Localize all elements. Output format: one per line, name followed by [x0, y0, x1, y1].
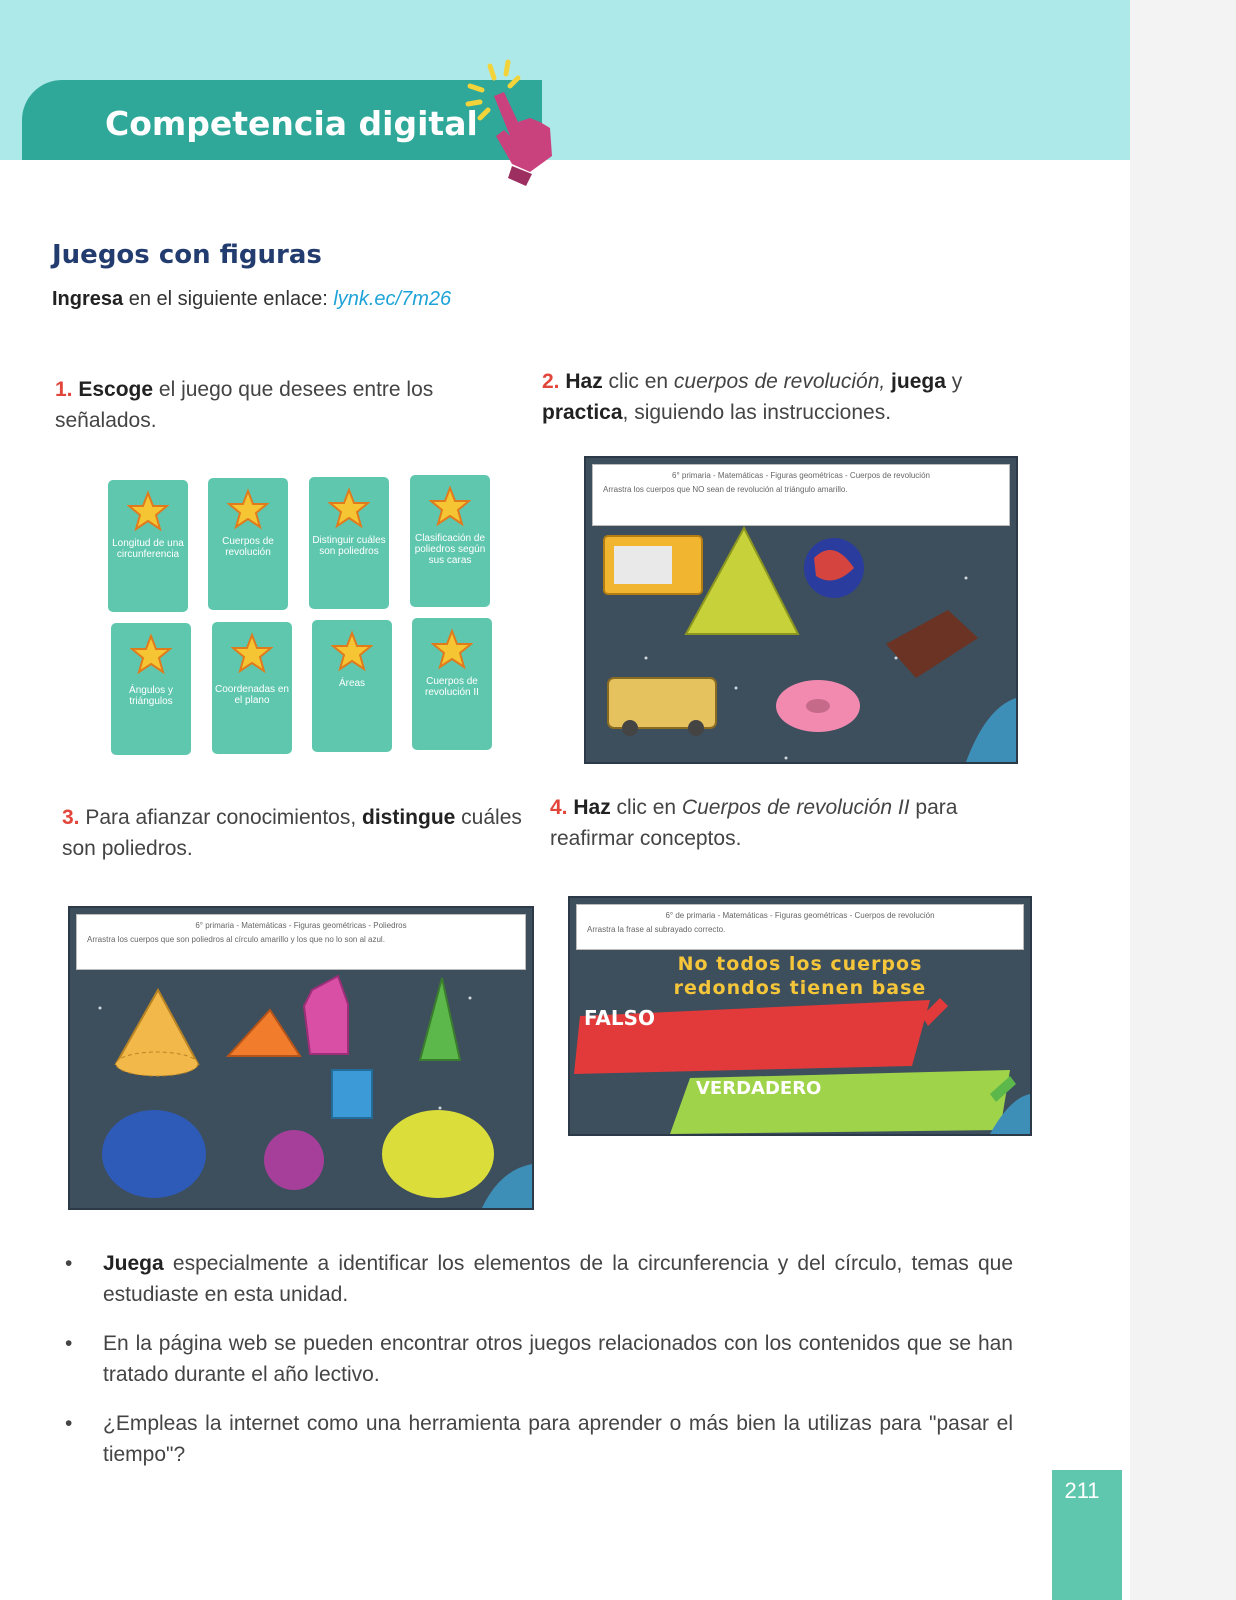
game-card-label: Longitud de una circunferencia	[112, 538, 184, 560]
step-text-2: cuáles son poliedros.	[62, 806, 522, 860]
pointing-hand-icon	[460, 56, 570, 186]
step-1	[55, 374, 455, 436]
game-header	[592, 464, 1010, 526]
game-card[interactable]	[111, 623, 191, 755]
step-bold-3: practica	[542, 401, 623, 424]
bullet-dot: •	[65, 1332, 73, 1355]
game-statement	[570, 952, 1030, 1000]
intro-bold: Ingresa	[52, 288, 124, 310]
bullet-bold: Juega	[103, 1252, 164, 1275]
step-text-2: y	[945, 370, 963, 393]
step-number: 1.	[55, 378, 73, 401]
statement-line-2: redondos tienen base	[673, 977, 927, 999]
star-icon	[331, 630, 373, 672]
screenshot-polyhedra-game	[68, 906, 534, 1210]
cylinder-shape[interactable]	[332, 1070, 372, 1118]
step-bold: Escoge	[78, 378, 154, 401]
step-text-3: , siguiendo las instrucciones.	[622, 401, 892, 424]
star-icon	[231, 632, 273, 674]
step-text: Para afianzar conocimientos,	[85, 806, 362, 829]
header-title: Competencia digital	[105, 104, 478, 143]
intro-line	[52, 288, 451, 311]
game-card-label: Clasificación de poliedros según sus caras	[414, 533, 486, 566]
true-label[interactable]: VERDADERO	[696, 1078, 822, 1099]
step-text: clic en	[610, 796, 682, 819]
star-icon	[227, 488, 269, 530]
game-header	[76, 914, 526, 970]
game-card-grid	[100, 470, 500, 760]
yellow-circle-target[interactable]	[382, 1110, 494, 1198]
bullet-text	[103, 1248, 1013, 1310]
statement-line-1: No todos los cuerpos	[677, 953, 923, 975]
game-card-label: Cuerpos de revolución II	[425, 676, 479, 698]
step-text: clic en	[602, 370, 674, 393]
game-link[interactable]: lynk.ec/7m26	[333, 288, 452, 310]
intro-text: en el siguiente enlace:	[123, 288, 334, 310]
game-card[interactable]	[312, 620, 392, 752]
bullet-text: ¿Empleas la internet como una herramienta para aprender o más bien la utilizas para "pasar el tiempo"?	[103, 1412, 1013, 1466]
game-card[interactable]	[208, 478, 288, 610]
game-card-label: Coordenadas en el plano	[215, 684, 289, 706]
step-bold: Haz	[565, 370, 603, 393]
game-card[interactable]	[410, 475, 490, 607]
bullet-body: especialmente a identificar los elementos de la circunferencia y del círculo, temas que estudiaste en esta unidad.	[103, 1252, 1013, 1306]
star-icon	[429, 485, 471, 527]
blue-circle-target[interactable]	[102, 1110, 206, 1198]
game-card[interactable]	[412, 618, 492, 750]
step-number: 4.	[550, 796, 568, 819]
breadcrumb: 6° de primaria - Matemáticas - Figuras geométricas - Cuerpos de revolución	[665, 911, 935, 920]
step-number: 2.	[542, 370, 560, 393]
game-card[interactable]	[212, 622, 292, 754]
breadcrumb: 6° primaria - Matemáticas - Figuras geométricas - Poliedros	[195, 921, 407, 930]
game-header	[576, 904, 1024, 950]
step-bold: distingue	[362, 806, 456, 829]
star-icon	[431, 628, 473, 670]
screenshot-revolution-game	[584, 456, 1018, 764]
sphere-shape[interactable]	[264, 1130, 324, 1190]
false-label[interactable]: FALSO	[584, 1006, 655, 1030]
star-icon	[127, 490, 169, 532]
truck-shape[interactable]	[608, 678, 716, 728]
bullet-dot: •	[65, 1412, 73, 1435]
game-card[interactable]	[108, 480, 188, 612]
step-italic: Cuerpos de revolución II	[681, 796, 910, 819]
step-4	[550, 792, 980, 854]
game-card-label: Ángulos y triángulos	[129, 685, 173, 707]
game-instruction: Arrastra la frase al subrayado correcto.	[587, 925, 726, 934]
game-card[interactable]	[309, 477, 389, 609]
step-text-2: para reafirmar conceptos.	[550, 796, 958, 850]
section-title: Juegos con figuras	[52, 240, 322, 270]
game-card-label: Distinguir cuáles son poliedros	[312, 535, 386, 557]
breadcrumb: 6° primaria - Matemáticas - Figuras geométricas - Cuerpos de revolución	[672, 471, 930, 480]
game-card-label: Áreas	[338, 678, 366, 689]
step-bold-2: juega	[885, 370, 946, 393]
star-icon	[328, 487, 370, 529]
step-text: el juego que desees entre los señalados.	[55, 378, 434, 432]
step-2	[542, 366, 992, 428]
page-edge	[1130, 0, 1236, 1600]
star-icon	[130, 633, 172, 675]
page-number: 211	[1064, 1478, 1100, 1503]
step-3	[62, 802, 532, 864]
game-card-label: Cuerpos de revolución	[222, 536, 274, 558]
step-italic: cuerpos de revolución,	[673, 370, 886, 393]
step-number: 3.	[62, 806, 80, 829]
screenshot-revolution-game-2	[568, 896, 1032, 1136]
bullet-text: En la página web se pueden encontrar otros juegos relacionados con los contenidos que se han tratado durante el año lectivo.	[103, 1332, 1013, 1386]
bullet-dot: •	[65, 1252, 73, 1275]
game-instruction: Arrastra los cuerpos que NO sean de revolución al triángulo amarillo.	[603, 485, 848, 494]
game-instruction: Arrastra los cuerpos que son poliedros al círculo amarillo y los que no lo son al azul.	[87, 935, 385, 944]
step-bold: Haz	[573, 796, 611, 819]
